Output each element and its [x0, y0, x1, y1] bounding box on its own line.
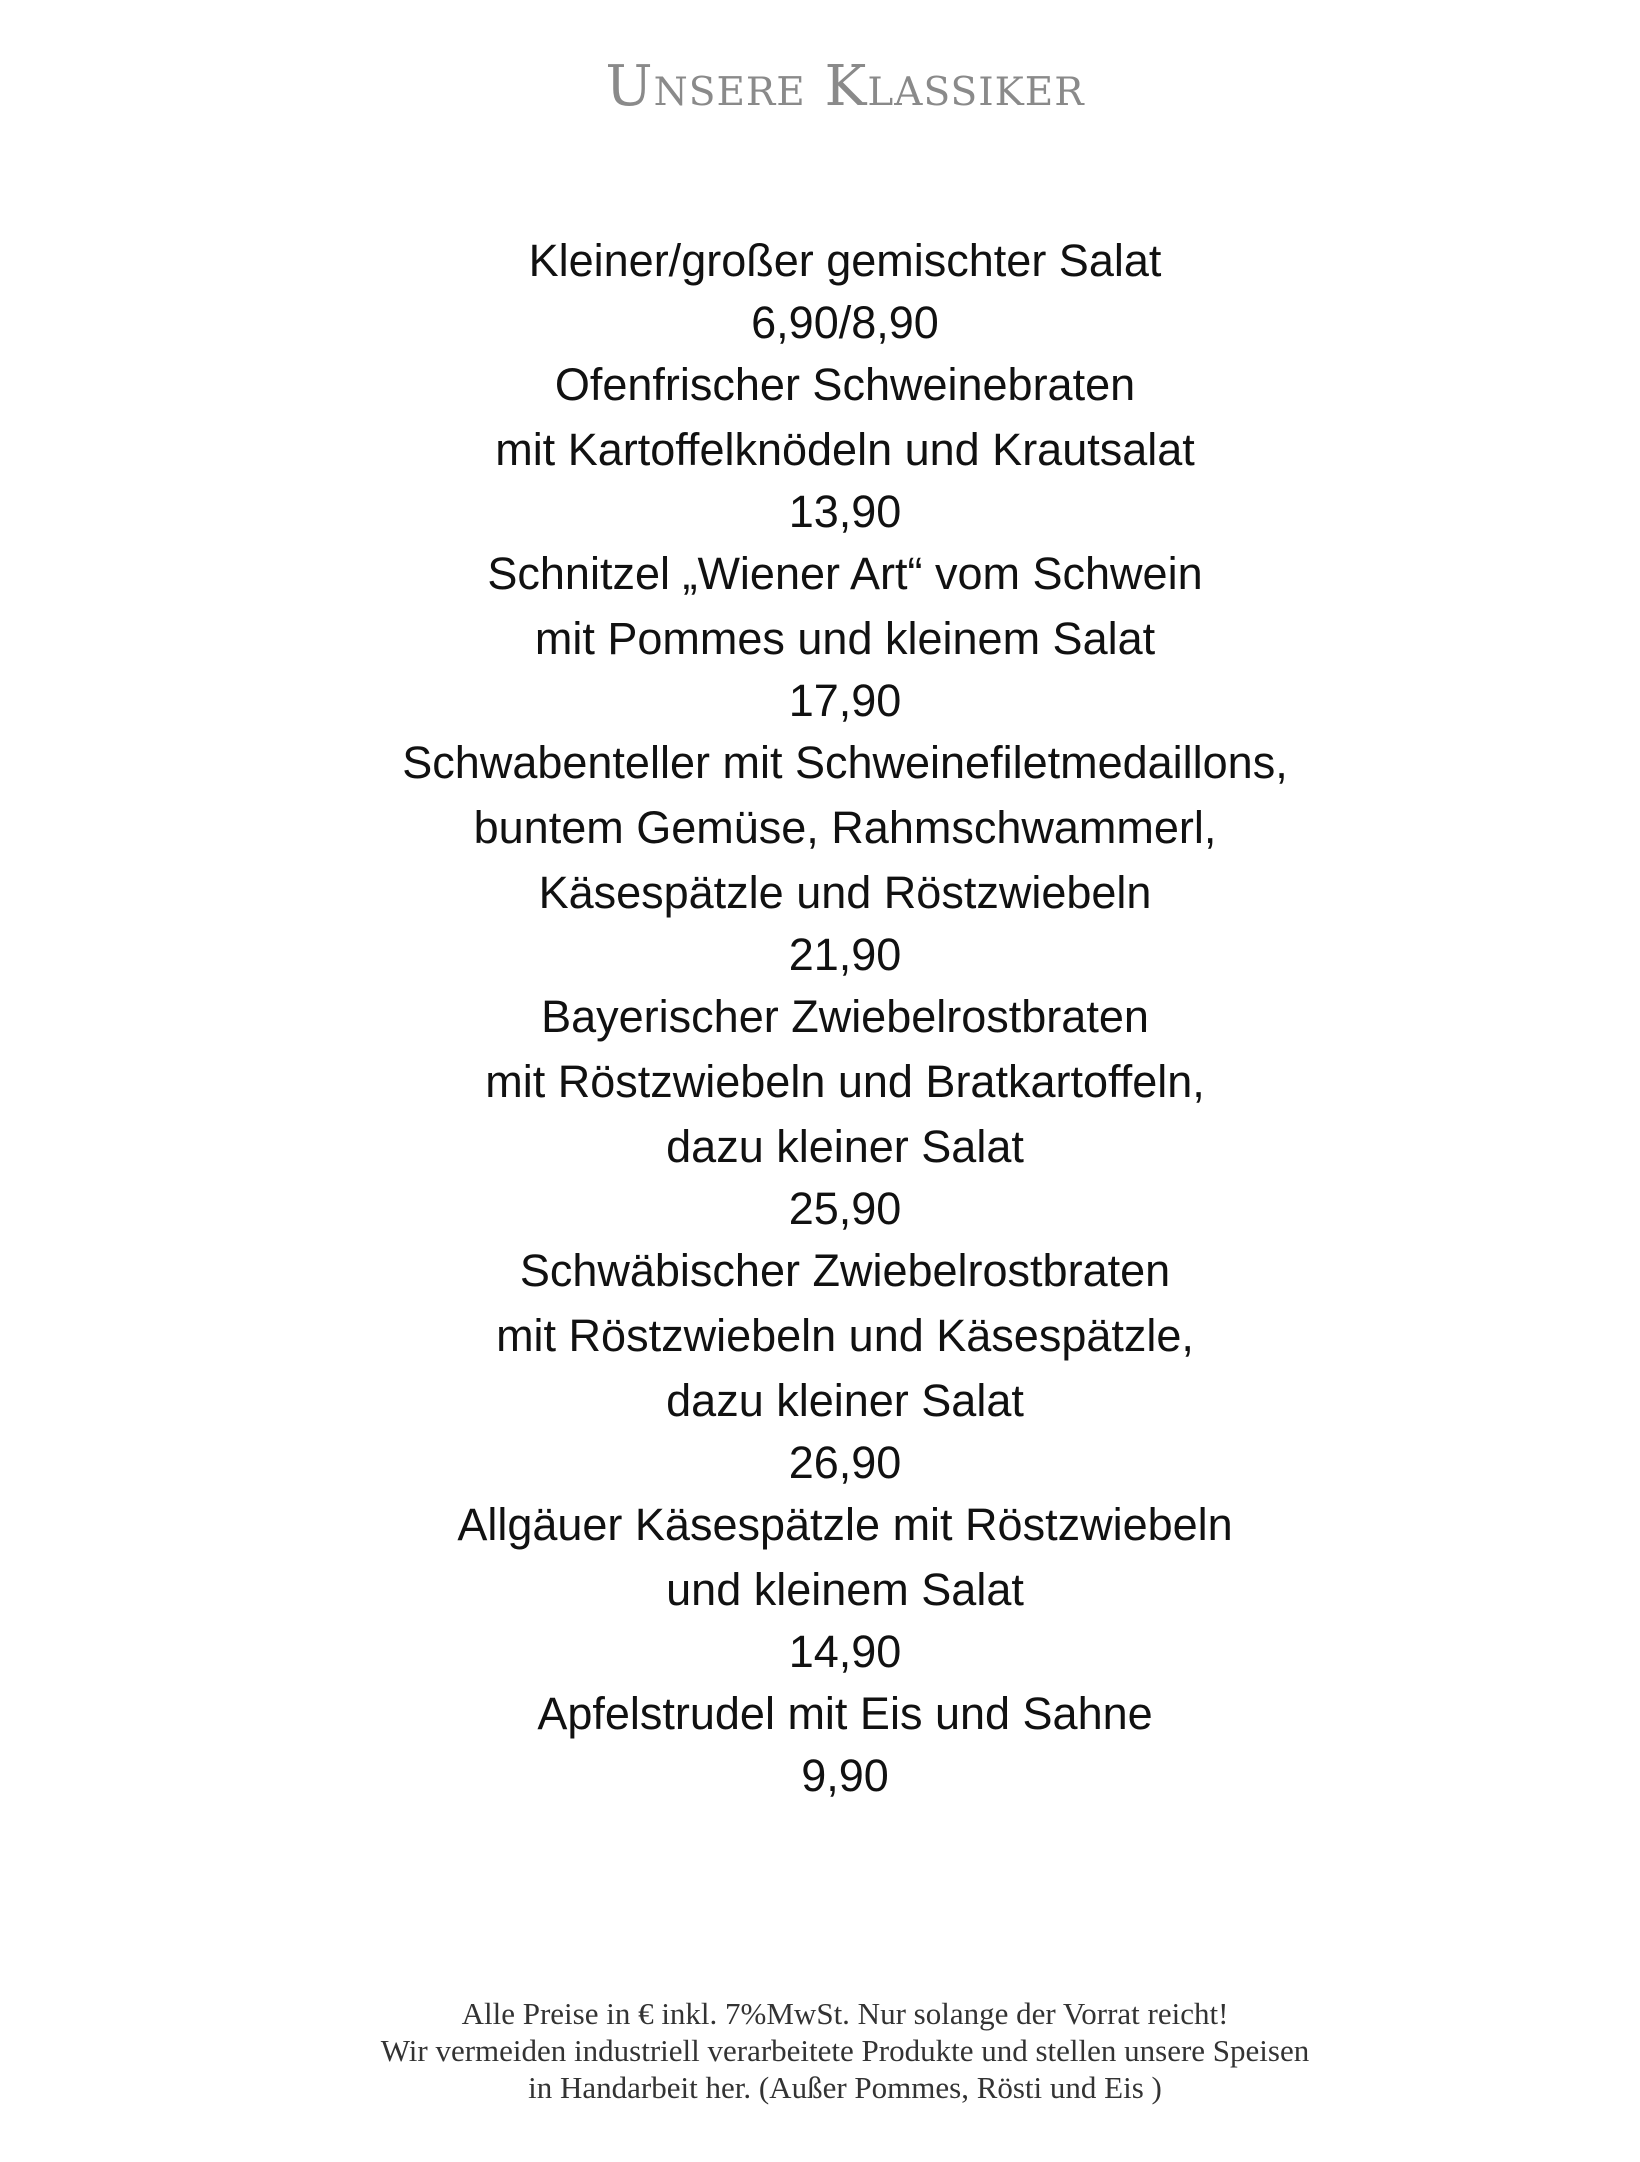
menu-item [0, 541, 1640, 730]
menu-item-description: mit Pommes und kleinem Salat [534, 613, 1156, 664]
menu-item-description: Schnitzel „Wiener Art“ vom Schwein [487, 548, 1203, 599]
menu-item [0, 352, 1640, 541]
menu-item [0, 1492, 1640, 1681]
menu-item-description: Schwäbischer Zwiebelrostbraten [519, 1245, 1171, 1296]
menu-item [0, 984, 1640, 1238]
menu-item-description: mit Röstzwiebeln und Käsespätzle, [496, 1310, 1194, 1361]
menu-item [0, 1681, 1640, 1805]
menu-item [0, 228, 1640, 352]
menu-item-price: 25,90 [788, 1183, 902, 1234]
menu-item-price: 26,90 [788, 1437, 902, 1488]
menu-item [0, 730, 1640, 984]
menu-item-description: Schwabenteller mit Schweinefiletmedaillons, [402, 737, 1288, 788]
menu-item-description: mit Kartoffelknödeln und Krautsalat [495, 424, 1195, 475]
menu-item-description: und kleinem Salat [666, 1564, 1024, 1615]
menu-item-description: dazu kleiner Salat [666, 1375, 1024, 1426]
menu-item-price: 13,90 [788, 486, 902, 537]
menu-item [0, 1238, 1640, 1492]
menu-item-price: 17,90 [788, 675, 902, 726]
menu-item-description: Ofenfrischer Schweinebraten [554, 359, 1136, 410]
page-title: Unsere Klassiker [605, 54, 1085, 119]
menu-item-description: mit Röstzwiebeln und Bratkartoffeln, [485, 1056, 1205, 1107]
menu-item-price: 9,90 [801, 1750, 889, 1801]
footer-line-prices: Alle Preise in € inkl. 7%MwSt. Nur solange der Vorrat reicht! [461, 1996, 1229, 2031]
menu-list [0, 228, 1640, 1805]
footer-note [0, 1995, 1640, 2106]
menu-item-description: Kleiner/großer gemischter Salat [528, 235, 1162, 286]
menu-item-price: 21,90 [788, 929, 902, 980]
menu-item-price: 14,90 [788, 1626, 902, 1677]
menu-item-description: Bayerischer Zwiebelrostbraten [541, 991, 1149, 1042]
menu-item-price: 6,90/8,90 [751, 297, 939, 348]
footer-line-handmade: Wir vermeiden industriell verarbeitete Produkte und stellen unsere Speisen [380, 2033, 1310, 2068]
menu-item-description: Apfelstrudel mit Eis und Sahne [537, 1688, 1153, 1739]
menu-item-description: dazu kleiner Salat [666, 1121, 1024, 1172]
footer-line-exceptions: in Handarbeit her. (Außer Pommes, Rösti und Eis ) [528, 2070, 1162, 2105]
menu-item-description: buntem Gemüse, Rahmschwammerl, [473, 802, 1217, 853]
menu-item-description: Käsespätzle und Röstzwiebeln [538, 867, 1152, 918]
menu-item-description: Allgäuer Käsespätzle mit Röstzwiebeln [457, 1499, 1233, 1550]
